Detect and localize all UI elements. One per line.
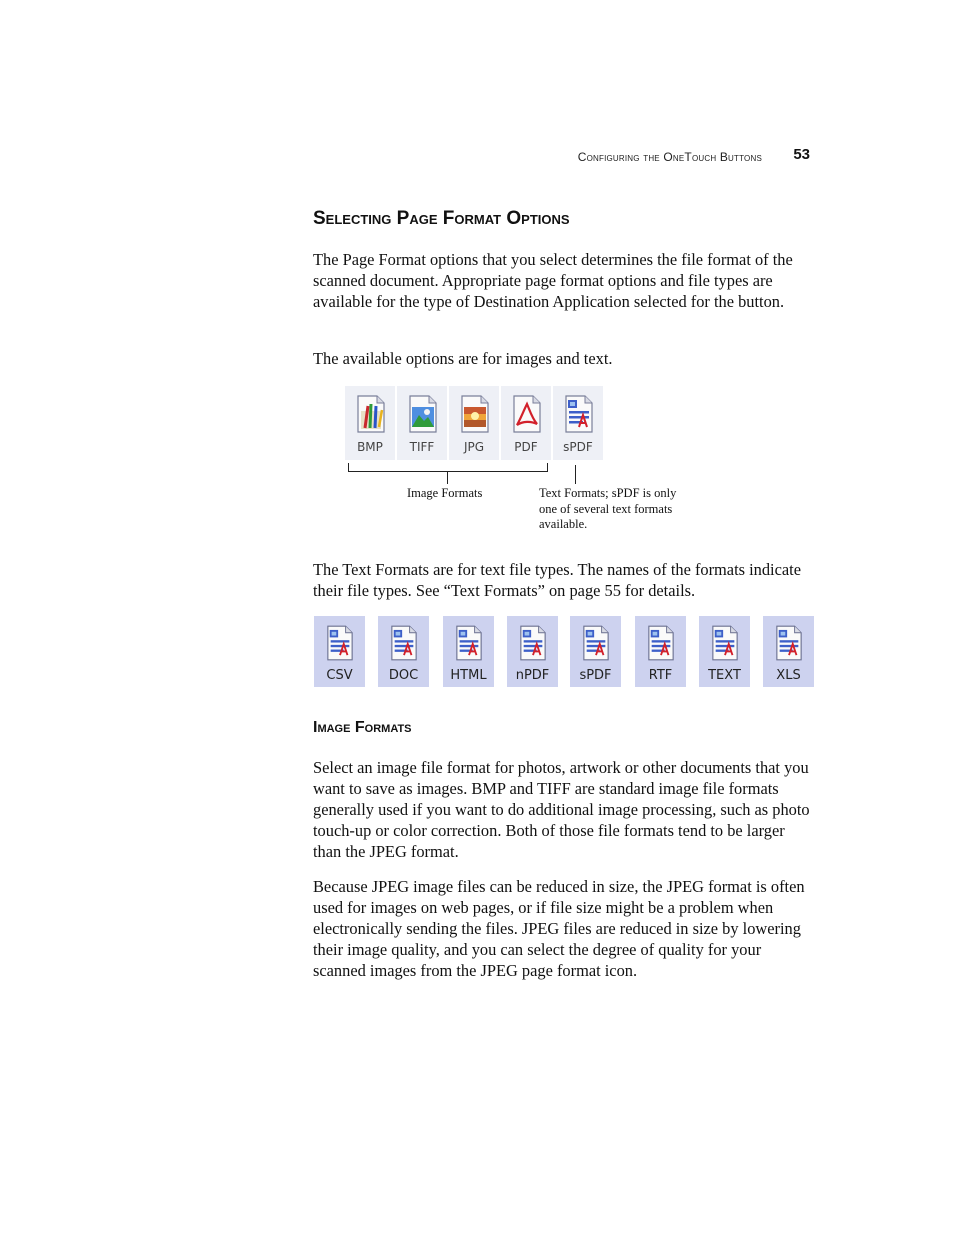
text-format-button-csv[interactable] — [314, 616, 365, 687]
text-document-icon — [582, 623, 610, 663]
caption-text-formats: Text Formats; sPDF is only one of several text formats available. — [539, 486, 677, 531]
spdf-format-icon — [564, 394, 594, 434]
text-document-icon — [455, 623, 483, 663]
paragraph-image-formats-intro: Select an image file format for photos, artwork or other documents that you want to save as images. BMP and TIFF are standard image file formats generally used if you want to do additional image processing, such as photo touch-up or color correction. Both of those file formats tend to be larger than the JPEG format. — [313, 758, 810, 861]
text-format-button-html[interactable] — [443, 616, 494, 687]
text-format-button-xls[interactable] — [763, 616, 814, 687]
page-format-label: BMP — [357, 440, 383, 454]
text-document-icon — [326, 623, 354, 663]
paragraph-text-formats: The Text Formats are for text file types. The names of the formats indicate their file types. See “Text Formats” on page 55 for details. — [313, 560, 801, 600]
running-title: Configuring the OneTouch Buttons — [577, 150, 762, 164]
text-format-label: RTF — [648, 668, 673, 683]
text-formats-pointer-line — [575, 465, 576, 484]
text-document-icon — [519, 623, 547, 663]
text-format-icon-row — [314, 616, 814, 688]
running-header — [480, 146, 810, 170]
text-format-label: nPDF — [515, 668, 550, 683]
text-format-label: HTML — [450, 668, 487, 683]
page-format-icon-row — [345, 386, 603, 460]
text-format-label: sPDF — [579, 668, 612, 683]
caption-image-formats: Image Formats — [407, 486, 483, 500]
section-heading-page-format: Selecting Page Format Options — [313, 208, 570, 229]
page-format-button-spdf[interactable] — [553, 386, 603, 460]
image-formats-bracket — [348, 463, 548, 472]
text-format-label: CSV — [326, 668, 353, 683]
text-format-button-doc[interactable] — [378, 616, 429, 687]
text-format-button-text[interactable] — [699, 616, 750, 687]
section-heading-image-formats: Image Formats — [313, 719, 412, 736]
paragraph-available-options: The available options are for images and text. — [313, 349, 613, 368]
page-format-label: JPG — [463, 440, 485, 454]
page-format-label: TIFF — [409, 440, 435, 454]
text-document-icon — [711, 623, 739, 663]
bmp-format-icon — [356, 394, 386, 434]
paragraph-jpeg-details: Because JPEG image files can be reduced in size, the JPEG format is often used for images on web pages, or if file size might be a problem when electronically sending the files. JPEG files are reduced in size by lowering their image quality, and you can select the degree of quality for your scanned images from the JPEG page format icon. — [313, 877, 805, 980]
text-document-icon — [390, 623, 418, 663]
page-format-button-tiff[interactable] — [397, 386, 447, 460]
page-number: 53 — [793, 146, 810, 163]
pdf-format-icon — [512, 394, 542, 434]
text-format-label: DOC — [388, 668, 419, 683]
text-format-label: XLS — [776, 668, 801, 683]
text-format-button-rtf[interactable] — [635, 616, 686, 687]
image-formats-bracket-tick — [447, 472, 448, 484]
jpg-format-icon — [460, 394, 490, 434]
text-format-button-spdf[interactable] — [570, 616, 621, 687]
text-document-icon — [775, 623, 803, 663]
page-format-button-pdf[interactable] — [501, 386, 551, 460]
text-format-button-npdf[interactable] — [507, 616, 558, 687]
text-format-label: TEXT — [708, 668, 741, 683]
page-format-button-bmp[interactable] — [345, 386, 395, 460]
page-format-label: PDF — [514, 440, 538, 454]
page-format-label: sPDF — [563, 440, 593, 454]
page-format-button-jpg[interactable] — [449, 386, 499, 460]
text-document-icon — [647, 623, 675, 663]
paragraph-page-format-intro: The Page Format options that you select determines the file format of the scanned document. Appropriate page format options and file types are available for the type of Destination Application selected for the button. — [313, 250, 793, 311]
tiff-format-icon — [408, 394, 438, 434]
